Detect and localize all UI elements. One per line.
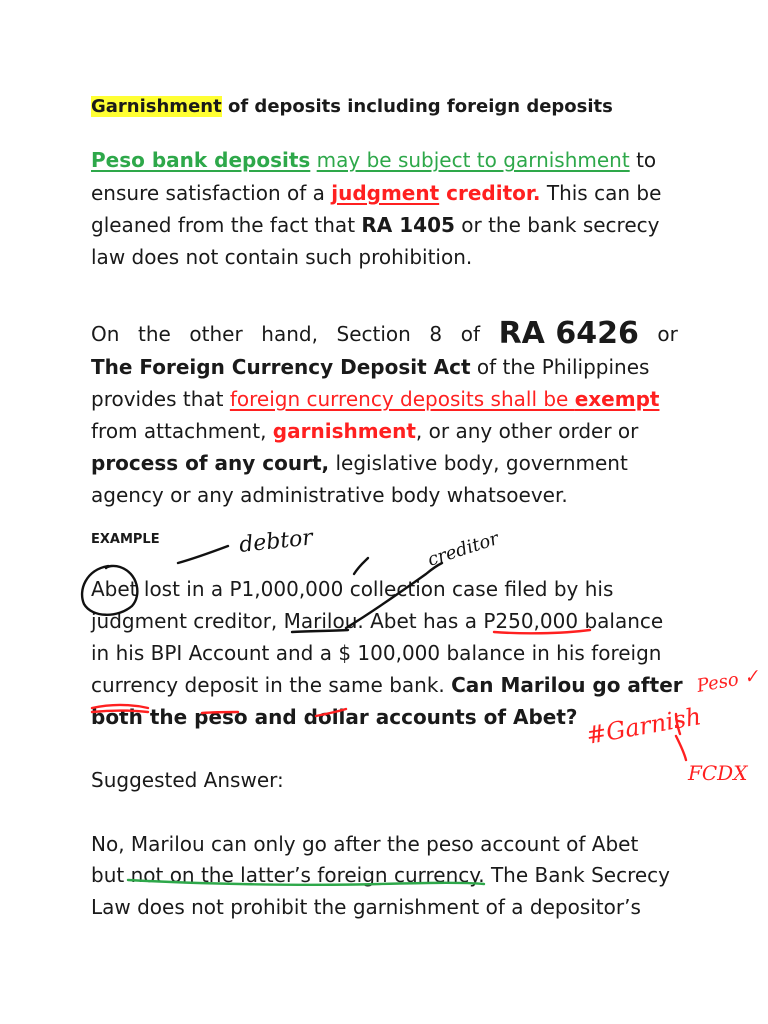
answer-line3: Law does not prohibit the garnishment of a depositor’s [91,895,641,919]
answer-line2 [91,863,670,887]
peso-check-note: Peso ✓ [695,665,761,697]
slash-mark [354,558,368,574]
heading-rest: of deposits including foreign deposits [221,96,613,117]
word: the [138,322,171,346]
word: hand, [261,322,318,346]
para1-line1 [91,148,656,172]
not-on-foreign-currency: not on the latter’s foreign currency [130,863,479,887]
para1-line2 [91,181,661,205]
fcdx-note: FCDX [688,761,748,785]
word: other [189,322,243,346]
word: On [91,322,120,346]
para1-line1-end: to [636,148,657,172]
word: of [460,322,480,346]
example-line2: judgment creditor, Marilou. Abet has a P250,000 balance [91,609,664,633]
peso-bank-deposits: Peso bank deposits [91,148,311,172]
garnishment-word: garnishment [272,419,416,443]
section-heading [91,96,613,117]
example-label: EXAMPLE [91,532,160,547]
example-line1: Abet lost in a P1,000,000 collection case filed by his [91,577,614,601]
exempt-word: exempt [574,387,660,411]
example-line4-a: currency deposit in the same bank. [91,673,452,697]
debtor-note: debtor [238,525,315,558]
may-be-subject-phrase: may be subject to garnishment [316,148,630,172]
para2-line2 [91,355,649,379]
para2-line6: agency or any administrative body whatsoever. [91,483,568,507]
question-start: Can Marilou go after [451,673,683,697]
para1-line2-b: This can be [540,181,662,205]
word: or [657,322,678,346]
para1-line3-b: or the bank secrecy [454,213,660,237]
ra-1405: RA 1405 [361,213,455,237]
para1-line3 [91,213,659,237]
exempt-phrase: foreign currency deposits shall be [229,387,575,411]
judgment-word: judgment [331,181,440,205]
para2-line1 [91,314,678,349]
ra-6426: RA 6426 [498,316,639,351]
example-line3: in his BPI Account and a $ 100,000 balance in his foreign [91,641,662,665]
para2-line4 [91,419,638,443]
answer-line2-a: but [91,863,131,887]
word: Section [336,322,411,346]
example-ink-stroke [178,546,228,563]
garnish-note: #Garnish [584,702,704,750]
para2-line3-a: provides that [91,387,230,411]
heading-highlighted-word: Garnishment [91,96,222,117]
para2-line2-rest: of the Philippines [470,355,650,379]
word: 8 [429,322,443,346]
para2-line4-a: from attachment, [91,419,273,443]
creditor-note: creditor [425,528,502,571]
suggested-answer-label: Suggested Answer: [91,768,284,792]
example-line5: both the peso and dollar accounts of Abet? [91,705,578,729]
para2-line3 [91,387,659,411]
para1-line2-a: ensure satisfaction of a [91,181,332,205]
para2-line5 [91,451,628,475]
answer-line1: No, Marilou can only go after the peso account of Abet [91,832,639,856]
para1-line3-a: gleaned from the fact that [91,213,362,237]
process-of-any-court: process of any court, [91,451,330,475]
example-line4 [91,673,683,697]
para2-line5-rest: legislative body, government [329,451,628,475]
fcda-title: The Foreign Currency Deposit Act [91,355,471,379]
para1-line4: law does not contain such prohibition. [91,245,473,269]
red-bracket [676,714,686,760]
answer-line2-b: . The Bank Secrecy [478,863,671,887]
para2-line4-b: , or any other order or [415,419,639,443]
creditor-word: creditor. [439,181,541,205]
